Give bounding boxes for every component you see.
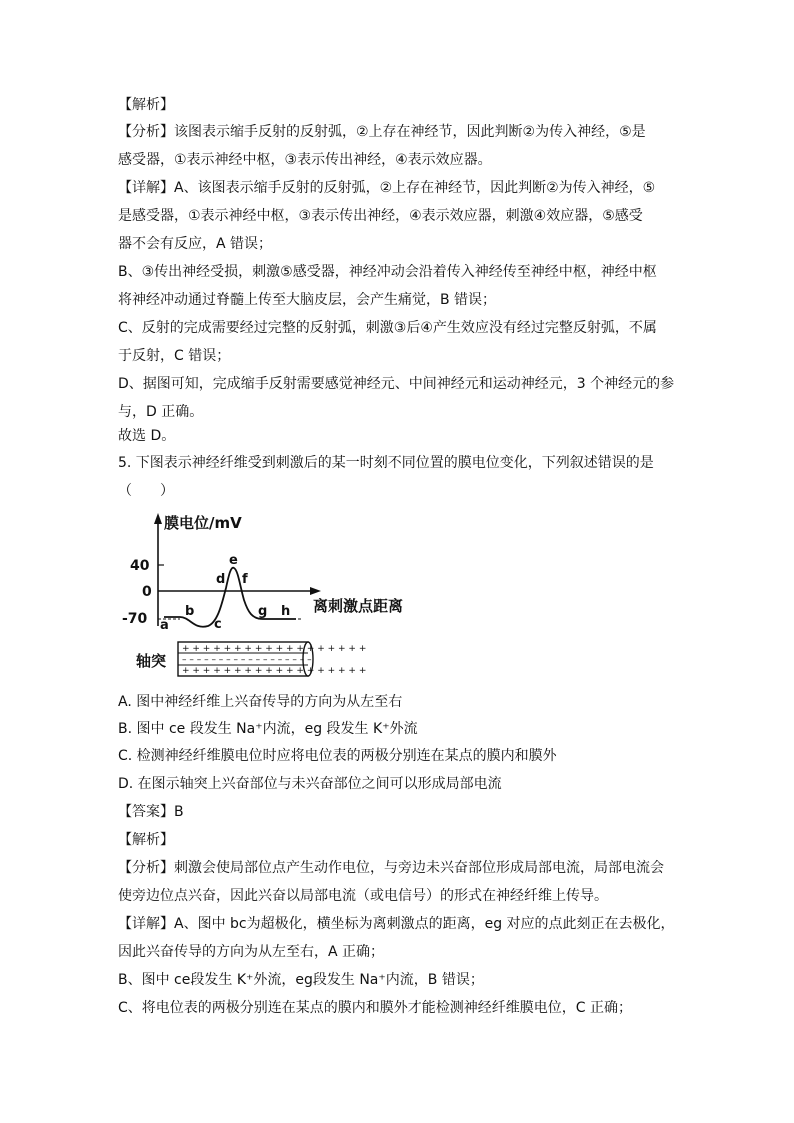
axon-label: 轴突	[136, 652, 167, 670]
question-5-stem-1: 5. 下图表示神经纤维受到刺激后的某一时刻不同位置的膜电位变化，下列叙述错误的是	[118, 455, 654, 471]
section-header-analysis: 【解析】	[118, 97, 174, 113]
option-b-explain-2: 将神经冲动通过脊髓上传至大脑皮层，会产生痛觉，B 错误；	[118, 292, 497, 308]
question-5-stem-2: （ ）	[118, 483, 174, 499]
point-label-d: d	[216, 572, 226, 587]
option-c-explain-2: 于反射，C 错误；	[118, 348, 231, 364]
tick-label-0: 0	[142, 584, 152, 600]
option-d-explain-1: D、据图可知，完成缩手反射需要感觉神经元、中间神经元和运动神经元，3 个神经元的参	[118, 376, 675, 392]
option-b: B. 图中 ce 段发生 Na⁺内流，eg 段发生 K⁺外流	[118, 721, 418, 737]
point-label-c: c	[214, 617, 222, 632]
detail-2-line-1: 【详解】A、图中 bc为超极化，横坐标为离刺激点的距离，eg 对应的点此刻正在去极化，	[118, 916, 675, 932]
charge-row-outer-bottom: + + + + + + + + + + + + + + + + + +	[182, 666, 367, 676]
membrane-potential-figure	[118, 508, 428, 686]
detail-2-line-2: 因此兴奋传导的方向为从左至右，A 正确；	[118, 944, 385, 960]
point-label-g: g	[258, 604, 268, 619]
option-b-explain-1: B、③传出神经受损，刺激⑤感受器，神经冲动会沿着传入神经传至神经中枢，神经中枢	[118, 264, 657, 280]
point-label-f: f	[242, 572, 248, 587]
section-header-analysis-2: 【解析】	[118, 832, 174, 848]
y-axis-label: 膜电位/mV	[164, 514, 242, 532]
option-a: A. 图中神经纤维上兴奋传导的方向为从左至右	[118, 694, 403, 710]
potential-curve	[164, 568, 296, 627]
detail-line-3: 器不会有反应，A 错误；	[118, 236, 273, 252]
option-d: D. 在图示轴突上兴奋部位与未兴奋部位之间可以形成局部电流	[118, 776, 502, 792]
analysis-line-2: 感受器，①表示神经中枢，③表示传出神经，④表示效应器。	[118, 152, 492, 168]
detail-line-1: 【详解】A、该图表示缩手反射的反射弧，②上存在神经节，因此判断②为传入神经，⑤	[118, 180, 656, 196]
analysis-2-line-1: 【分析】刺激会使局部位点产生动作电位，与旁边未兴奋部位形成局部电流，局部电流会	[118, 860, 664, 876]
option-c-explain-1: C、反射的完成需要经过完整的反射弧，刺激③后④产生效应没有经过完整反射弧，不属	[118, 320, 657, 336]
option-d-explain-2: 与，D 正确。	[118, 404, 204, 420]
x-axis-arrow	[310, 587, 321, 595]
detail-2-option-c: C、将电位表的两极分别连在某点的膜内和膜外才能检测神经纤维膜电位，C 正确；	[118, 1000, 632, 1016]
final-choice: 故选 D。	[118, 428, 176, 444]
analysis-line-1: 【分析】该图表示缩手反射的反射弧，②上存在神经节，因此判断②为传入神经，⑤是	[118, 124, 646, 140]
detail-line-2: 是感受器，①表示神经中枢，③表示传出神经，④表示效应器，刺激④效应器，⑤感受	[118, 208, 643, 224]
membrane-potential-diagram	[118, 508, 428, 686]
charge-row-inner-top: – – – – – – – – – – – – – – – – – –	[182, 655, 312, 665]
option-c: C. 检测神经纤维膜电位时应将电位表的两极分别连在某点的膜内和膜外	[118, 748, 557, 764]
detail-2-option-b: B、图中 ce段发生 K⁺外流，eg段发生 Na⁺内流，B 错误；	[118, 972, 484, 988]
point-label-h: h	[281, 604, 291, 619]
x-axis-label: 离刺激点距离	[313, 597, 404, 615]
analysis-2-line-2: 使旁边位点兴奋，因此兴奋以局部电流（或电信号）的形式在神经纤维上传导。	[118, 888, 608, 904]
point-label-e: e	[229, 553, 238, 568]
point-label-a: a	[160, 618, 169, 633]
point-label-b: b	[185, 604, 195, 619]
charge-row-outer-top: + + + + + + + + + + + + + + + + + +	[182, 644, 367, 654]
answer: 【答案】B	[118, 804, 184, 820]
tick-label-neg70: -70	[122, 611, 148, 627]
y-axis-arrow	[154, 513, 162, 524]
tick-label-40: 40	[130, 558, 150, 574]
